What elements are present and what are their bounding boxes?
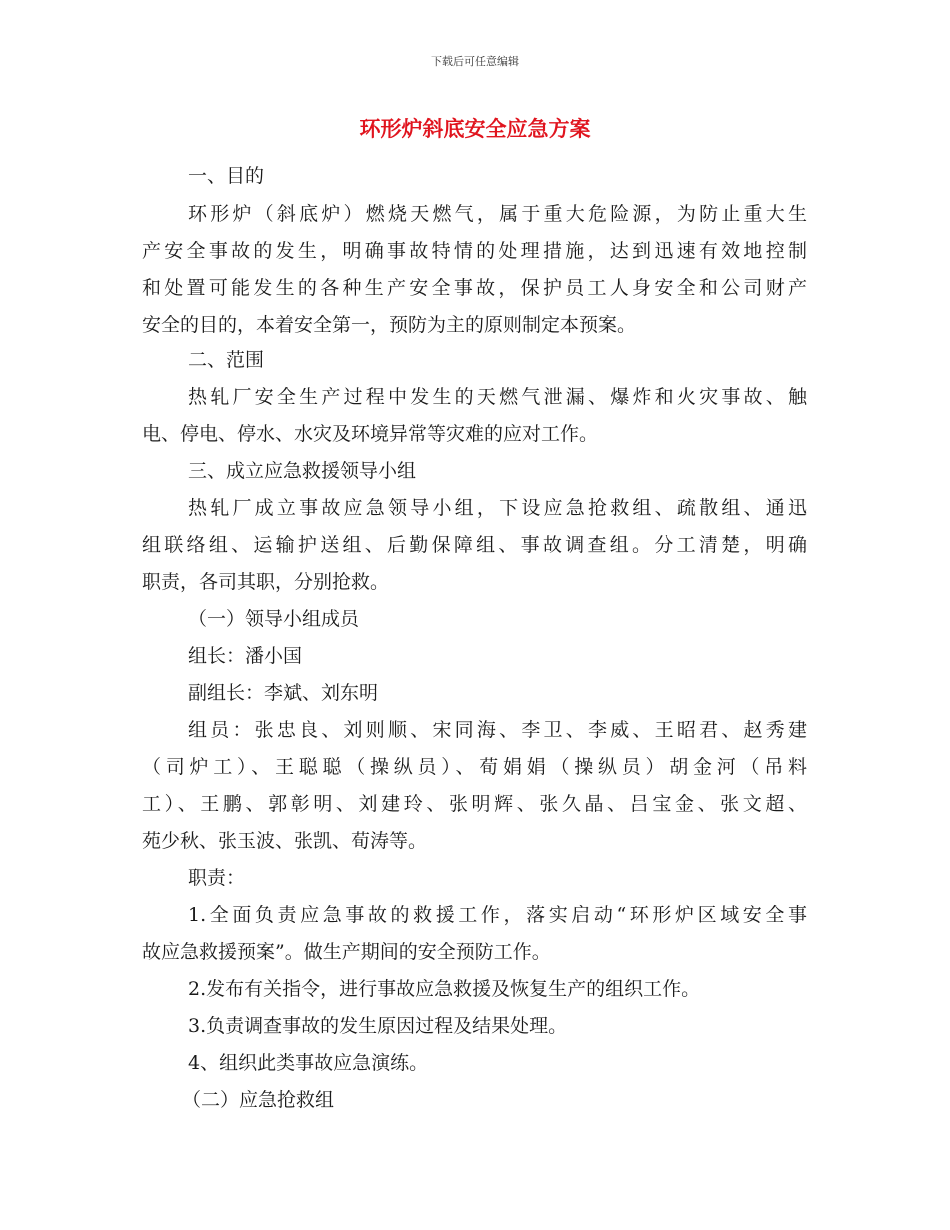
paragraph-line: 电、停电、停水、水灾及环境异常等灾难的应对工作。 [142, 423, 599, 445]
duty-item: 2.发布有关指令，进行事故应急救援及恢复生产的组织工作。 [188, 978, 701, 1000]
paragraph-line: 职责，各司其职，分别抢救。 [142, 571, 390, 593]
paragraph-line: 环形炉（斜底炉）燃烧天燃气，属于重大危险源，为防止重大生 [188, 203, 807, 225]
members-line: 苑少秋、张玉波、张凯、荀涛等。 [142, 830, 428, 852]
paragraph-line: 热轧厂成立事故应急领导小组，下设应急抢救组、疏散组、通迅 [188, 497, 807, 519]
paragraph-line: 热轧厂安全生产过程中发生的天燃气泄漏、爆炸和火灾事故、触 [188, 386, 807, 408]
members-line: （司炉工）、王聪聪（操纵员）、荀娟娟（操纵员）胡金河（吊料 [142, 756, 807, 778]
paragraph-line: 组联络组、运输护送组、后勤保障组、事故调查组。分工清楚，明确 [142, 534, 807, 556]
members-line: 组员：张忠良、刘则顺、宋同海、李卫、李威、王昭君、赵秀建 [188, 719, 807, 741]
paragraph-line: 安全的目的，本着安全第一，预防为主的原则制定本预案。 [142, 314, 637, 336]
subsection-heading: （一）领导小组成员 [188, 608, 360, 630]
paragraph-line: 和处置可能发生的各种生产安全事故，保护员工人身安全和公司财产 [142, 277, 807, 299]
duty-item: 3.负责调查事故的发生原因过程及结果处理。 [188, 1015, 568, 1037]
subsection-heading: （二）应急抢救组 [182, 1089, 335, 1111]
duties-heading: 职责： [188, 867, 246, 889]
document-title: 环形炉斜底安全应急方案 [359, 117, 591, 141]
section-heading-purpose: 一、目的 [188, 165, 265, 187]
duty-item: 1.全面负责应急事故的救援工作，落实启动“环形炉区域安全事 [188, 904, 807, 926]
page-header: 下载后可任意编辑 [431, 55, 519, 68]
section-heading-team: 三、成立应急救援领导小组 [188, 460, 417, 482]
paragraph-line: 产安全事故的发生，明确事故特情的处理措施，达到迅速有效地控制 [142, 240, 807, 262]
section-heading-scope: 二、范围 [188, 349, 265, 371]
leader-line: 组长：潘小国 [188, 645, 303, 667]
duty-item: 故应急救援预案”。做生产期间的安全预防工作。 [142, 941, 551, 963]
members-line: 工）、王鹏、郭彰明、刘建玲、张明辉、张久晶、吕宝金、张文超、 [142, 793, 807, 815]
duty-item: 4、组织此类事故应急演练。 [188, 1052, 429, 1074]
deputy-leader-line: 副组长：李斌、刘东明 [188, 682, 379, 704]
